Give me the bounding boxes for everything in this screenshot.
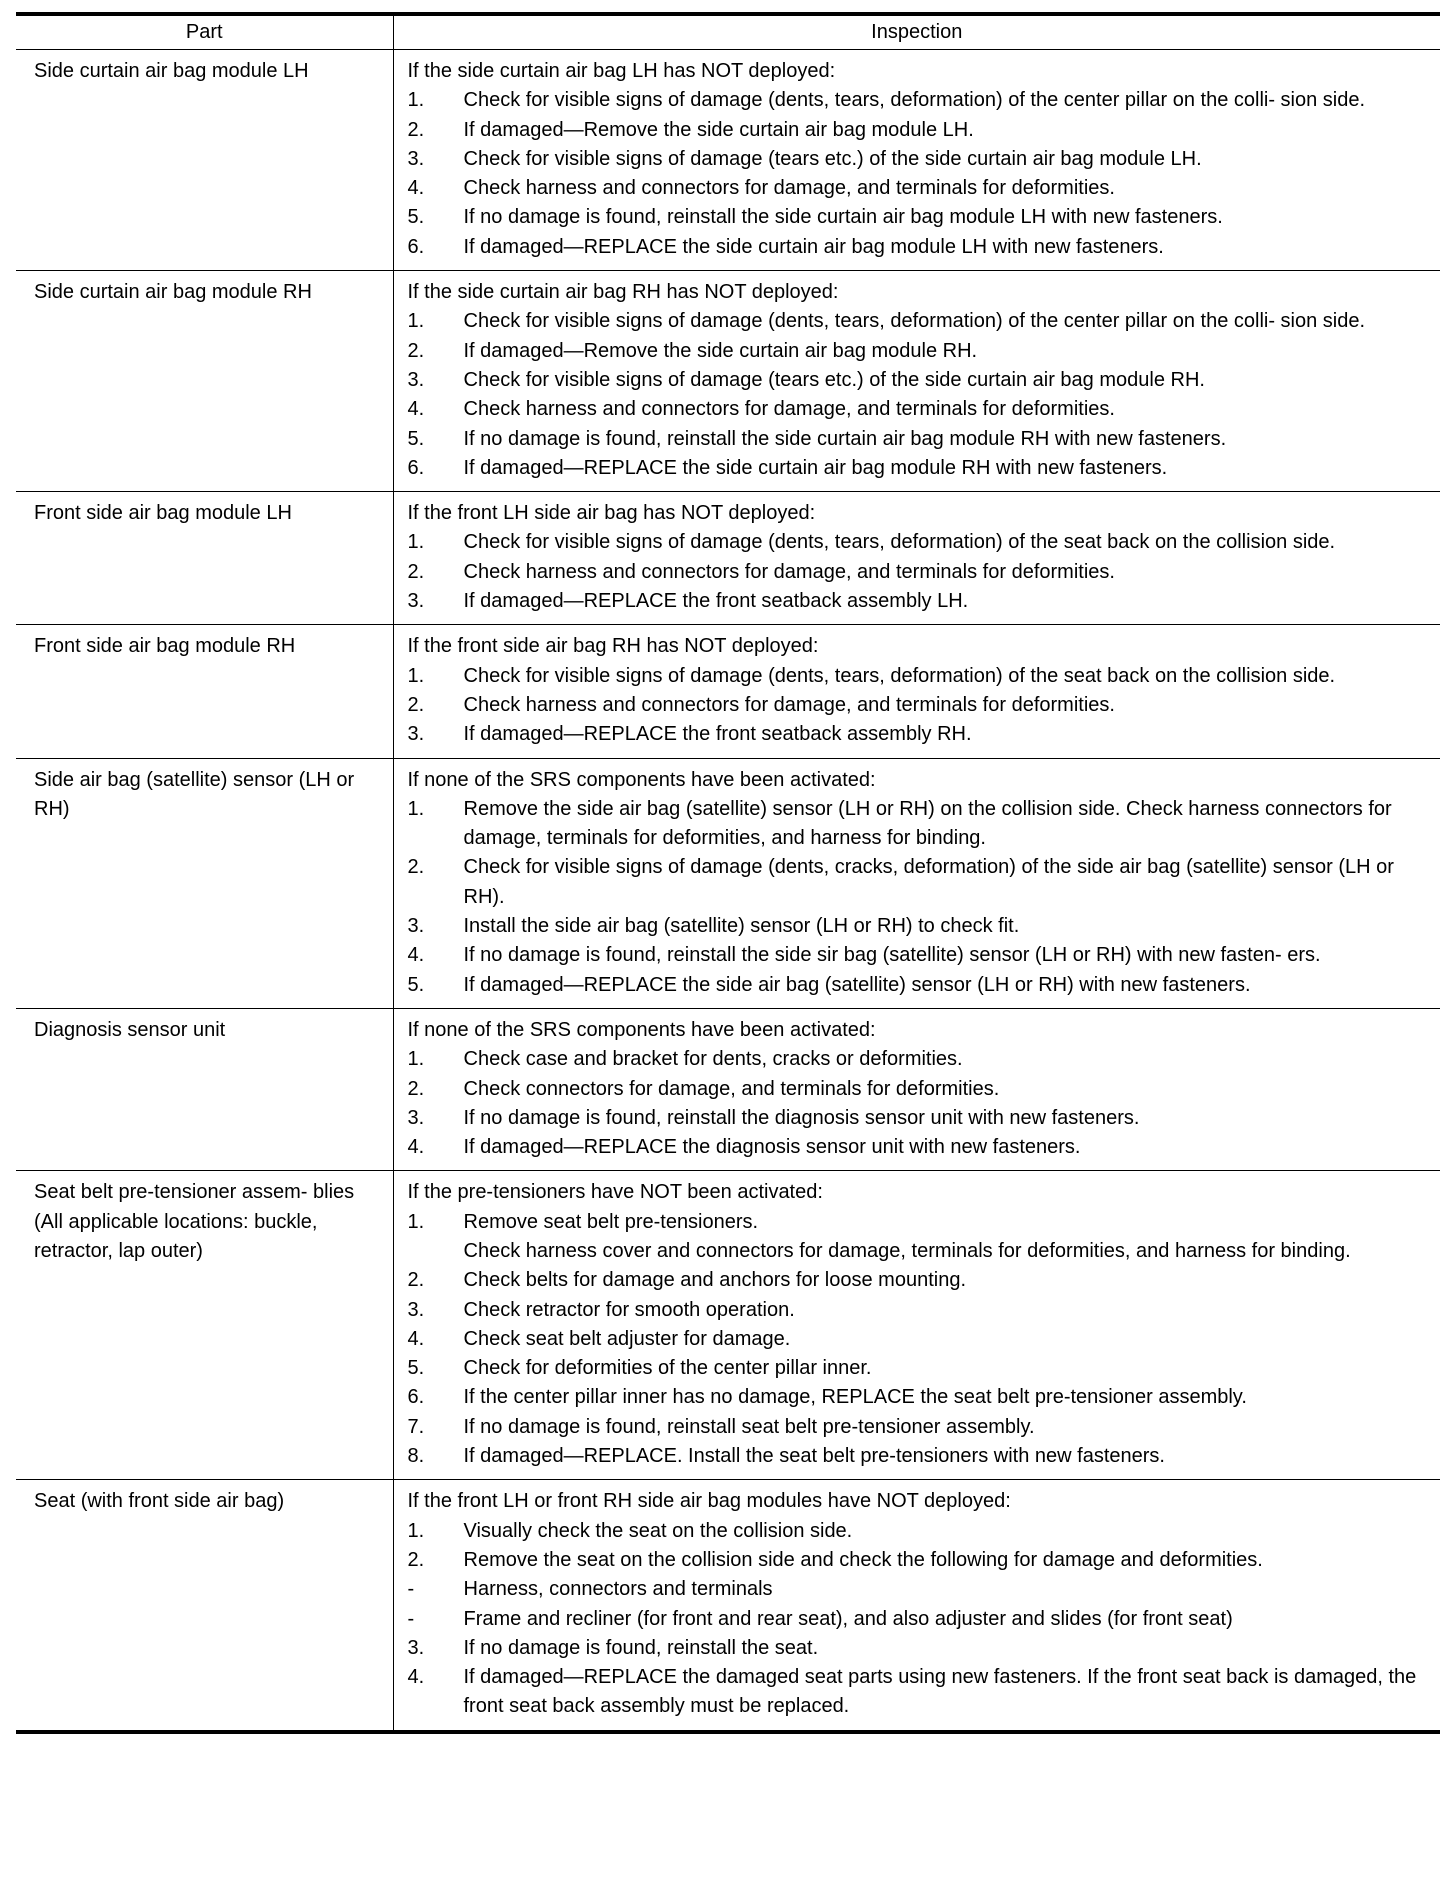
step-number: 5. xyxy=(407,1357,425,1380)
step-text: If no damage is found, reinstall the seat. xyxy=(463,1636,819,1659)
list-item xyxy=(408,853,1425,912)
inspection-cell xyxy=(393,758,1440,1008)
step-number: 3. xyxy=(407,147,425,170)
table-row xyxy=(16,625,1440,758)
part-name: Diagnosis sensor unit xyxy=(34,1018,226,1041)
part-cell xyxy=(16,1480,393,1732)
step-text: Check harness and connectors for damage, and terminals for deformities. xyxy=(463,177,1115,200)
step-text: Check for visible signs of damage (tears etc.) of the side curtain air bag module LH. xyxy=(463,147,1202,170)
step-text: If damaged—REPLACE the side curtain air bag module RH with new fasteners. xyxy=(463,456,1168,479)
step-text: Check for visible signs of damage (dents, tears, deformation) of the center pillar on the colli- sion side. xyxy=(463,310,1366,333)
step-text: Check seat belt adjuster for damage. xyxy=(463,1327,791,1350)
step-text: Check harness cover and connectors for damage, terminals for deformities, and harness for binding. xyxy=(463,1239,1351,1262)
header-inspection: Inspection xyxy=(393,14,1440,50)
list-item xyxy=(408,558,1425,587)
step-text: Check for visible signs of damage (dents, tears, deformation) of the seat back on the collision side. xyxy=(463,664,1336,687)
inspection-cell xyxy=(393,625,1440,758)
step-text: If no damage is found, reinstall the side curtain air bag module RH with new fasteners. xyxy=(463,427,1227,450)
step-list xyxy=(408,86,1425,262)
step-text: Install the side air bag (satellite) sensor (LH or RH) to check fit. xyxy=(463,915,1020,938)
inspection-table xyxy=(16,12,1440,1734)
list-item xyxy=(408,1634,1425,1663)
step-number: 4. xyxy=(407,1136,425,1159)
part-name: Side curtain air bag module RH xyxy=(34,281,312,304)
list-item xyxy=(408,1413,1425,1442)
step-text: Check for deformities of the center pillar inner. xyxy=(463,1357,872,1380)
list-item xyxy=(408,912,1425,941)
list-item xyxy=(408,1045,1425,1074)
header-row xyxy=(16,14,1440,50)
list-item xyxy=(408,145,1425,174)
step-text: Visually check the seat on the collision side. xyxy=(463,1519,853,1542)
part-cell xyxy=(16,625,393,758)
inspection-cell xyxy=(393,1171,1440,1480)
step-list xyxy=(408,528,1425,616)
list-item xyxy=(408,1104,1425,1133)
step-number: 3. xyxy=(407,1298,425,1321)
table-row xyxy=(16,758,1440,1008)
list-item xyxy=(408,366,1425,395)
list-item xyxy=(408,662,1425,691)
step-number: 2. xyxy=(407,1077,425,1100)
list-item xyxy=(408,395,1425,424)
step-text: Remove the seat on the collision side and check the following for damage and deformities. xyxy=(463,1548,1263,1571)
step-list xyxy=(408,1517,1425,1722)
list-item xyxy=(408,1296,1425,1325)
list-item xyxy=(408,1663,1425,1722)
step-text: If damaged—REPLACE the front seatback assembly RH. xyxy=(463,723,972,746)
step-number: 6. xyxy=(407,456,425,479)
step-text: Check for visible signs of damage (dents, tears, deformation) of the center pillar on the colli- sion side. xyxy=(463,89,1366,112)
list-item xyxy=(408,307,1425,336)
list-item xyxy=(408,1325,1425,1354)
inspection-cell xyxy=(393,1480,1440,1732)
step-number: 3. xyxy=(407,723,425,746)
list-item xyxy=(408,1383,1425,1412)
part-name: Front side air bag module LH xyxy=(34,502,292,525)
table-row xyxy=(16,1480,1440,1732)
step-text: Check for visible signs of damage (dents, cracks, deformation) of the side air bag (satellite) sensor (LH or RH). xyxy=(463,856,1394,908)
list-item xyxy=(408,116,1425,145)
list-item xyxy=(408,1133,1425,1162)
step-number: 2. xyxy=(407,856,425,879)
step-text: If damaged—Remove the side curtain air bag module RH. xyxy=(463,339,978,362)
list-item xyxy=(408,1517,1425,1546)
step-text: Check for visible signs of damage (dents, tears, deformation) of the seat back on the collision side. xyxy=(463,531,1336,554)
list-item xyxy=(408,720,1425,749)
list-item xyxy=(408,528,1425,557)
list-item xyxy=(408,795,1425,854)
step-text: Check for visible signs of damage (tears etc.) of the side curtain air bag module RH. xyxy=(463,368,1205,391)
list-item xyxy=(408,1075,1425,1104)
table-row xyxy=(16,271,1440,492)
step-number: 4. xyxy=(407,1327,425,1350)
step-number: 1. xyxy=(407,1048,425,1071)
inspection-intro: If none of the SRS components have been activated: xyxy=(407,768,876,791)
part-name: Seat belt pre-tensioner assem- blies xyxy=(34,1181,355,1204)
step-text: If no damage is found, reinstall the side sir bag (satellite) sensor (LH or RH) with new fasten- ers. xyxy=(463,944,1321,967)
step-number: 6. xyxy=(407,1386,425,1409)
step-number: 2. xyxy=(407,118,425,141)
step-number: 2. xyxy=(407,560,425,583)
step-text: If the center pillar inner has no damage, REPLACE the seat belt pre-tensioner assembly. xyxy=(463,1386,1247,1409)
list-item xyxy=(408,174,1425,203)
list-item xyxy=(408,691,1425,720)
table-row xyxy=(16,492,1440,625)
step-text: If damaged—REPLACE the diagnosis sensor unit with new fasteners. xyxy=(463,1136,1081,1159)
step-text: Check case and bracket for dents, cracks or deformities. xyxy=(463,1048,963,1071)
inspection-cell xyxy=(393,1008,1440,1170)
list-item xyxy=(408,337,1425,366)
step-text: If no damage is found, reinstall seat belt pre-tensioner assembly. xyxy=(463,1415,1035,1438)
list-item xyxy=(408,1266,1425,1295)
step-number: - xyxy=(407,1578,415,1601)
inspection-intro: If the side curtain air bag LH has NOT deployed: xyxy=(407,60,836,82)
step-list xyxy=(408,1208,1425,1472)
step-number: 3. xyxy=(407,1106,425,1129)
step-number: - xyxy=(407,1607,415,1630)
inspection-cell xyxy=(393,492,1440,625)
part-name: Side air bag (satellite) sensor (LH or RH) xyxy=(34,768,355,820)
step-number: 4. xyxy=(407,1666,425,1689)
step-number: 1. xyxy=(407,310,425,333)
step-text: If damaged—REPLACE. Install the seat belt pre-tensioners with new fasteners. xyxy=(463,1445,1165,1468)
inspection-cell xyxy=(393,271,1440,492)
list-item xyxy=(408,971,1425,1000)
part-name: (All applicable locations: buckle, retractor, lap outer) xyxy=(34,1210,318,1262)
list-item xyxy=(408,1546,1425,1575)
step-number: 2. xyxy=(407,1269,425,1292)
step-text: If damaged—REPLACE the damaged seat parts using new fasteners. If the front seat back is damaged, the front seat back assembly must be replaced. xyxy=(463,1666,1417,1718)
part-name: Front side air bag module RH xyxy=(34,635,296,658)
step-text: If no damage is found, reinstall the side curtain air bag module LH with new fasteners. xyxy=(463,206,1223,229)
list-item xyxy=(408,1354,1425,1383)
part-cell xyxy=(16,1008,393,1170)
step-number: 5. xyxy=(407,206,425,229)
step-number: 2. xyxy=(407,339,425,362)
part-cell xyxy=(16,1171,393,1480)
step-text: If damaged—Remove the side curtain air bag module LH. xyxy=(463,118,974,141)
list-item xyxy=(408,1575,1425,1604)
inspection-intro: If none of the SRS components have been activated: xyxy=(407,1018,876,1041)
list-item xyxy=(408,1605,1425,1634)
list-item xyxy=(408,941,1425,970)
list-item xyxy=(408,454,1425,483)
step-number: 8. xyxy=(407,1445,425,1468)
step-number: 3. xyxy=(407,1636,425,1659)
step-list xyxy=(408,795,1425,1000)
step-number: 2. xyxy=(407,693,425,716)
step-number: 1. xyxy=(407,89,425,112)
step-number: 5. xyxy=(407,427,425,450)
table-row xyxy=(16,1008,1440,1170)
step-text: Check harness and connectors for damage, and terminals for deformities. xyxy=(463,398,1115,421)
list-item xyxy=(408,1442,1425,1471)
list-item xyxy=(408,86,1425,115)
step-number: 4. xyxy=(407,944,425,967)
step-text: Check retractor for smooth operation. xyxy=(463,1298,795,1321)
step-number: 1. xyxy=(407,1210,425,1233)
step-text: Remove seat belt pre-tensioners. xyxy=(463,1210,759,1233)
step-number: 1. xyxy=(407,1519,425,1542)
table-body xyxy=(16,50,1440,1732)
inspection-intro: If the front LH or front RH side air bag modules have NOT deployed: xyxy=(407,1490,1011,1513)
list-item xyxy=(408,425,1425,454)
step-text: If no damage is found, reinstall the diagnosis sensor unit with new fasteners. xyxy=(463,1106,1140,1129)
part-cell xyxy=(16,758,393,1008)
list-item xyxy=(408,233,1425,262)
step-list xyxy=(408,662,1425,750)
step-number: 3. xyxy=(407,590,425,613)
header-part: Part xyxy=(16,14,393,50)
step-number: 1. xyxy=(407,531,425,554)
step-number: 6. xyxy=(407,235,425,258)
part-cell xyxy=(16,271,393,492)
inspection-intro: If the side curtain air bag RH has NOT deployed: xyxy=(407,281,839,304)
part-cell xyxy=(16,492,393,625)
step-number: 2. xyxy=(407,1548,425,1571)
step-text: Remove the side air bag (satellite) sensor (LH or RH) on the collision side. Check harness connectors for damage, terminals for deformities, and harness for binding. xyxy=(463,797,1392,850)
list-item xyxy=(408,1208,1425,1237)
inspection-intro: If the front side air bag RH has NOT deployed: xyxy=(407,635,819,658)
list-item xyxy=(408,587,1425,616)
step-number: 7. xyxy=(407,1415,425,1438)
step-text: Check connectors for damage, and terminals for deformities. xyxy=(463,1077,1000,1100)
step-number: 1. xyxy=(407,664,425,687)
step-number: 3. xyxy=(407,368,425,391)
part-name: Side curtain air bag module LH xyxy=(34,60,309,82)
part-name: Seat (with front side air bag) xyxy=(34,1490,285,1513)
step-text: Harness, connectors and terminals xyxy=(463,1578,773,1601)
step-text: Frame and recliner (for front and rear seat), and also adjuster and slides (for front seat) xyxy=(463,1607,1233,1630)
step-list xyxy=(408,307,1425,483)
step-text: Check harness and connectors for damage, and terminals for deformities. xyxy=(463,693,1115,716)
step-list xyxy=(408,1045,1425,1162)
inspection-intro: If the pre-tensioners have NOT been activated: xyxy=(407,1181,823,1204)
step-text: If damaged—REPLACE the side curtain air bag module LH with new fasteners. xyxy=(463,235,1164,258)
step-text: If damaged—REPLACE the side air bag (satellite) sensor (LH or RH) with new fasteners. xyxy=(463,973,1251,996)
step-number: 5. xyxy=(407,973,425,996)
step-text: Check belts for damage and anchors for loose mounting. xyxy=(463,1269,967,1292)
list-item xyxy=(408,1237,1425,1266)
inspection-cell xyxy=(393,50,1440,271)
table-row xyxy=(16,1171,1440,1480)
table-row xyxy=(16,50,1440,271)
step-number: 4. xyxy=(407,177,425,200)
step-number: 4. xyxy=(407,398,425,421)
part-cell xyxy=(16,50,393,271)
list-item xyxy=(408,203,1425,232)
step-text: If damaged—REPLACE the front seatback assembly LH. xyxy=(463,590,969,613)
step-number: 1. xyxy=(407,797,425,820)
inspection-intro: If the front LH side air bag has NOT deployed: xyxy=(407,502,816,525)
step-number: 3. xyxy=(407,915,425,938)
step-text: Check harness and connectors for damage, and terminals for deformities. xyxy=(463,560,1115,583)
